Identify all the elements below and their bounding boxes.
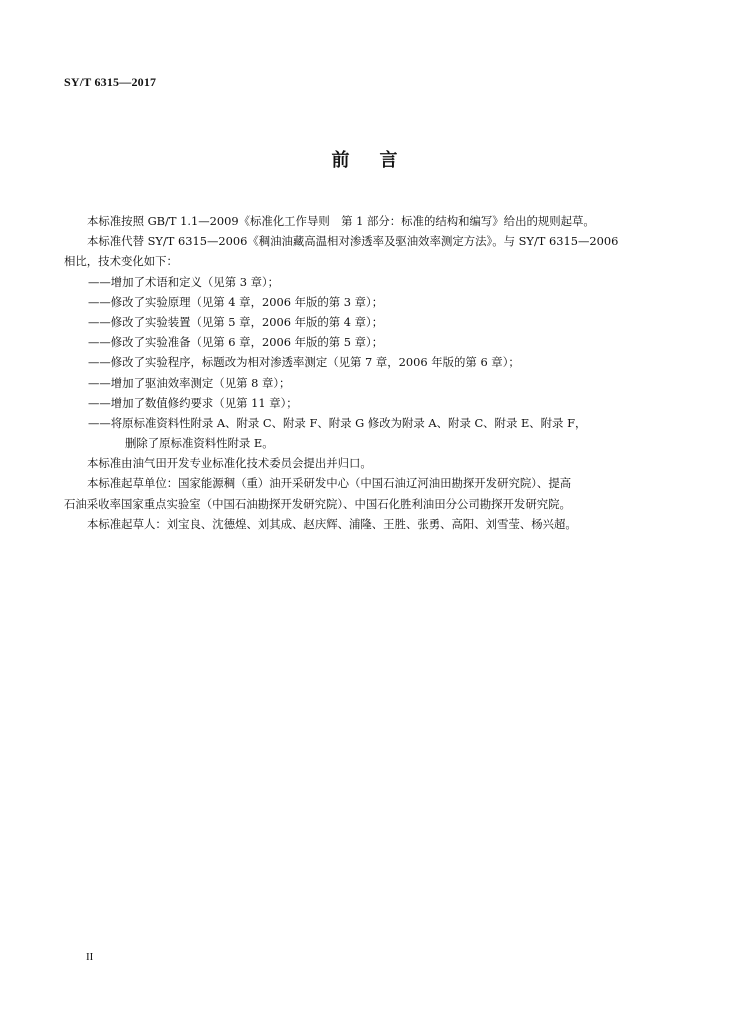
replacement-paragraph-line-1: 本标准代替 SY/T 6315—2006《稠油油藏高温相对渗透率及驱油效率测定方法》。与 SY/T 6315—2006 — [87, 234, 619, 249]
page-title: 前言 — [331, 150, 428, 171]
drafting-rules-paragraph: 本标准按照 GB/T 1.1—2009《标准化工作导则 第 1 部分：标准的结构和编写》给出的规则起草。 — [87, 214, 595, 228]
preface-body — [64, 211, 674, 534]
change-item: ——增加了驱油效率测定（见第 8 章）； — [88, 375, 291, 390]
page-number: II — [86, 951, 94, 963]
change-item: ——将原标准资料性附录 A、附录 C、附录 F、附录 G 修改为附录 A、附录 C、附录 E、附录 F， — [88, 415, 587, 430]
change-item: ——增加了术语和定义（见第 3 章）； — [88, 274, 280, 289]
drafters-paragraph: 本标准起草人：刘宝良、沈德煌、刘其成、赵庆辉、浦隆、王胜、张勇、高阳、刘雪莹、杨兴超。 — [87, 516, 577, 531]
drafting-units-line-2: 石油采收率国家重点实验室（中国石油勘探开发研究院）、中国石化胜利油田分公司勘探开发研究院。 — [64, 496, 571, 511]
change-item: ——修改了实验装置（见第 5 章，2006 年版的第 4 章）； — [88, 314, 384, 329]
change-item: ——修改了实验准备（见第 6 章，2006 年版的第 5 章）； — [88, 335, 384, 350]
change-item-continuation: 删除了原标准资料性附录 E。 — [125, 436, 274, 451]
change-item: ——修改了实验程序，标题改为相对渗透率测定（见第 7 章，2006 年版的第 6 章）； — [88, 355, 520, 370]
change-item: ——增加了数值修约要求（见第 11 章）； — [88, 395, 298, 410]
replacement-paragraph-line-2: 相比，技术变化如下： — [64, 254, 178, 269]
proposer-paragraph: 本标准由油气田开发专业标准化技术委员会提出并归口。 — [87, 456, 372, 471]
document-code: SY/T 6315—2017 — [64, 75, 157, 89]
change-item: ——修改了实验原理（见第 4 章，2006 年版的第 3 章）； — [88, 294, 384, 309]
drafting-units-line-1: 本标准起草单位：国家能源稠（重）油开采研发中心（中国石油辽河油田勘探开发研究院）、提高 — [87, 476, 572, 491]
